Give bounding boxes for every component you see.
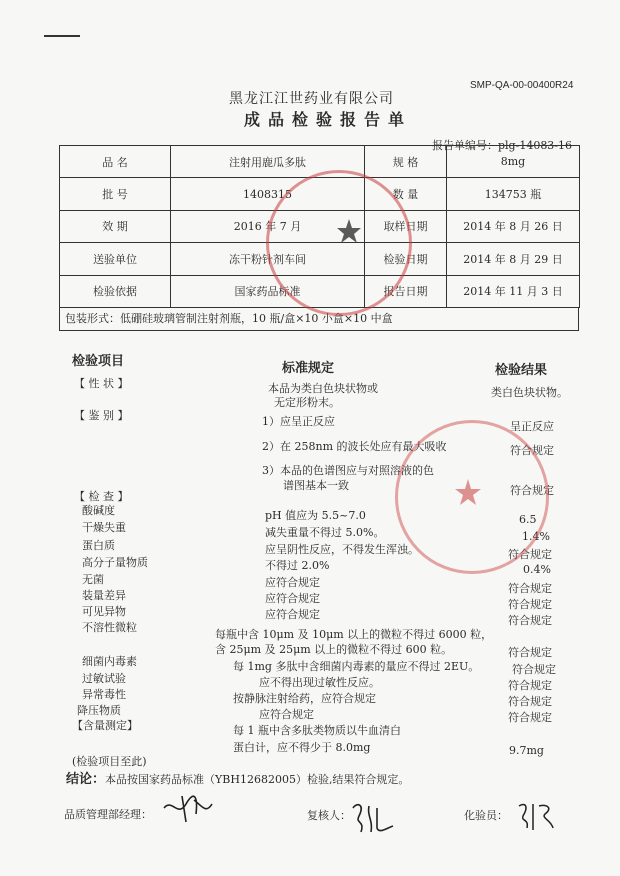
check-result-5: 符合规定 [508, 582, 552, 595]
batch-label: 批 号 [60, 178, 171, 210]
check-result-6: 符合规定 [508, 598, 552, 611]
ident-standard-1: 1）应呈正反应 [262, 415, 335, 428]
appearance-standard-2: 无定形粉末。 [274, 396, 340, 409]
report-number-value: plg-14083-16 [498, 139, 573, 152]
dept-value: 冻干粉针剂车间 [171, 243, 365, 275]
test-date-label: 检验日期 [365, 243, 447, 275]
section-identification: 【 鉴 别 】 [74, 409, 129, 422]
check-item-8: 不溶性微粒 [82, 621, 137, 634]
appearance-result: 类白色块状物。 [491, 386, 568, 399]
ident-standard-2: 2）在 258nm 的波长处应有最大吸收 [262, 440, 447, 453]
check-standard-11: 应不得出现过敏性反应。 [259, 676, 380, 689]
test-date-value: 2014 年 8 月 29 日 [447, 243, 580, 275]
reviewer-label: 复核人： [307, 809, 351, 822]
check-standard-8: 每瓶中含 10μm 及 10μm 以上的微粒不得过 6000 粒， [215, 628, 493, 641]
report-date-label: 报告日期 [365, 275, 447, 307]
conclusion [66, 768, 409, 787]
ident-standard-4: 谱图基本一致 [283, 479, 349, 492]
check-item-2: 干燥失重 [82, 521, 126, 534]
report-title: 成品检验报告单 [244, 110, 413, 129]
check-result-10: 符合规定 [508, 679, 552, 692]
items-end-note: (检验项目至此) [72, 755, 147, 768]
check-result-8: 符合规定 [508, 646, 552, 659]
appearance-standard-1: 本品为类白色块状物或 [268, 382, 378, 395]
company-seal-star-icon [454, 478, 482, 506]
qty-label: 数 量 [365, 178, 447, 210]
check-item-6: 装量差异 [82, 589, 126, 602]
sample-date-value: 2014 年 8 月 26 日 [447, 210, 580, 242]
header-result: 检验结果 [495, 363, 548, 378]
header-standard: 标准规定 [282, 361, 335, 376]
check-standard-7: 应符合规定 [265, 608, 320, 621]
check-result-4: 0.4% [523, 563, 551, 576]
conclusion-label: 结论： [66, 772, 106, 787]
check-standard-5: 应符合规定 [265, 576, 320, 589]
basis-value: 国家药品标准 [171, 275, 365, 307]
check-standard-1: pH 值应为 5.5~7.0 [265, 509, 366, 522]
chemist-label: 化验员： [464, 809, 508, 822]
check-standard-12: 按静脉注射给药，应符合规定 [233, 692, 376, 705]
packaging-row: 包装形式：低硼硅玻璃管制注射剂瓶，10 瓶/盒×10 小盒×10 中盒 [59, 308, 579, 331]
check-result-9: 符合规定 [512, 663, 556, 676]
conclusion-text: 本品按国家药品标准（YBH12682005）检验,结果符合规定。 [105, 773, 410, 786]
company-name: 黑龙江江世药业有限公司 [229, 91, 394, 107]
chemist-signature [515, 798, 559, 838]
check-standard-9: 含 25μm 及 25μm 以上的微粒不得过 600 粒。 [215, 643, 453, 656]
check-standard-6: 应符合规定 [265, 592, 320, 605]
check-standard-2: 减失重量不得过 5.0%。 [265, 526, 385, 539]
check-item-4: 高分子量物质 [82, 556, 148, 569]
check-standard-13: 应符合规定 [259, 708, 314, 721]
check-standard-4: 不得过 2.0% [265, 559, 330, 572]
product-value: 注射用鹿瓜多肽 [171, 146, 365, 178]
section-assay: 【含量测定】 [72, 719, 138, 732]
expiry-label: 效 期 [60, 210, 171, 242]
check-item-10: 过敏试验 [82, 672, 126, 685]
batch-value: 1408315 [171, 178, 365, 210]
check-result-12: 符合规定 [508, 711, 552, 724]
check-result-7: 符合规定 [508, 614, 552, 627]
ident-result-2: 符合规定 [510, 444, 554, 457]
header-item: 检验项目 [72, 354, 125, 369]
assay-standard-1: 每 1 瓶中含多肽类物质以牛血清白 [233, 724, 401, 737]
spec-value: 8mg [447, 146, 580, 178]
product-label: 品 名 [60, 146, 171, 178]
document-code: SMP-QA-00-00400R24 [470, 80, 574, 91]
check-item-12: 降压物质 [77, 704, 121, 717]
spec-label: 规 格 [365, 146, 447, 178]
check-standard-3: 应呈阴性反应，不得发生浑浊。 [265, 543, 419, 556]
section-inspection: 【 检 查 】 [74, 490, 129, 503]
check-standard-10: 每 1mg 多肽中含细菌内毒素的量应不得过 2EU。 [233, 660, 480, 673]
check-result-1: 6.5 [519, 513, 537, 526]
check-item-9: 细菌内毒素 [82, 655, 137, 668]
reviewer-signature [347, 798, 399, 850]
check-item-7: 可见异物 [82, 605, 126, 618]
ident-result-1: 呈正反应 [510, 420, 554, 433]
qty-value: 134753 瓶 [447, 178, 580, 210]
check-item-5: 无菌 [82, 573, 104, 586]
report-number-label: 报告单编号： [432, 139, 498, 152]
assay-result: 9.7mg [509, 744, 544, 757]
assay-standard-2: 蛋白计，应不得少于 8.0mg [233, 741, 371, 754]
check-result-3: 符合规定 [508, 548, 552, 561]
section-appearance: 【 性 状 】 [74, 377, 129, 390]
ident-standard-3: 3）本品的色谱图应与对照溶液的色 [262, 464, 434, 477]
check-result-11: 符合规定 [508, 695, 552, 708]
seal-star-icon [336, 218, 362, 244]
qa-manager-label: 品质管理部经理： [64, 808, 152, 821]
check-item-1: 酸碱度 [82, 504, 115, 517]
ident-result-3: 符合规定 [510, 484, 554, 497]
check-item-11: 异常毒性 [82, 688, 126, 701]
report-date-value: 2014 年 11 月 3 日 [447, 275, 580, 307]
dept-label: 送验单位 [60, 243, 171, 275]
qa-manager-signature [160, 792, 216, 826]
check-item-3: 蛋白质 [82, 539, 115, 552]
sample-date-label: 取样日期 [365, 210, 447, 242]
header-rule [44, 35, 80, 37]
basis-label: 检验依据 [60, 275, 171, 307]
expiry-value: 2016 年 7 月 [171, 210, 365, 242]
check-result-2: 1.4% [522, 530, 550, 543]
